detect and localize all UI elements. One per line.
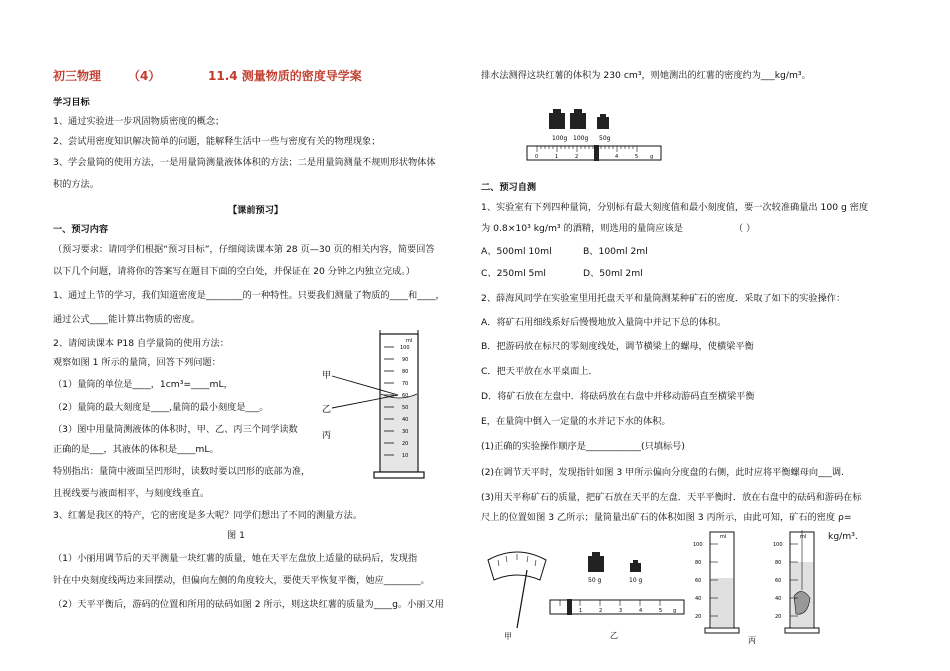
figure-3-jia-dial	[482, 540, 552, 640]
svg-text:50 g: 50 g	[588, 577, 602, 584]
self-test-2: 2、薛海风同学在实验室里用托盘天平和量筒测某种矿石的密度．采取了如下的实验操作：	[481, 293, 846, 304]
viewer-bing: 丙	[322, 431, 332, 441]
step-c: C．把天平放在水平桌面上．	[481, 366, 598, 377]
svg-text:60: 60	[775, 578, 782, 584]
tick-60: 60	[402, 393, 409, 399]
question-2-sub3-line2: 正确的是___，其液体的体积是____mL。	[53, 444, 219, 455]
step-e: E，在量筒中倒入一定量的水并记下水的体积。	[481, 416, 671, 427]
tick-20: 20	[402, 441, 409, 447]
answer-paren: （ ）	[734, 223, 756, 234]
weight-50g-fig3	[588, 552, 604, 584]
step-a: A．将矿石用细线系好后慢慢地放入量筒中并记下总的体积。	[481, 317, 727, 328]
viewer-jia: 甲	[322, 371, 332, 381]
question-2-line1: 2、请阅读课本 P18 自学量筒的使用方法：	[53, 338, 229, 349]
tick-90: 90	[402, 357, 409, 363]
svg-text:40: 40	[695, 596, 702, 602]
preview-content-heading: 一、预习内容	[53, 224, 109, 235]
question-1-line1: 1、通过上节的学习，我们知道密度是________的一种特性。只要我们测量了物质的____和____，	[53, 290, 445, 301]
svg-text:100g: 100g	[552, 135, 568, 142]
ruler-unit: g	[650, 154, 654, 160]
fig3-caption-yi: 乙	[610, 631, 618, 640]
question-2-sub1: （1）量筒的单位是____，1cm³=____mL，	[53, 379, 233, 390]
svg-text:100: 100	[693, 542, 703, 548]
self-test-2-3-line2: 尺上的位置如图 3 乙所示；量筒量出矿石的体积如图 3 丙所示，由此可知，矿石的密度 ρ=	[481, 512, 852, 523]
question-2-line2: 观察如图 1 所示的量筒，回答下列问题：	[53, 357, 221, 368]
svg-text:100g: 100g	[573, 135, 589, 142]
svg-text:20: 20	[695, 614, 702, 620]
weight-10g-fig3	[629, 560, 643, 584]
tick-100: 100	[400, 345, 410, 351]
preview-section-header: 【课前预习】	[228, 205, 284, 216]
doc-title-subject: 初三物理	[53, 69, 102, 83]
option-b: B、100ml 2ml	[583, 246, 648, 257]
self-test-1-line1: 1、实验室有下列四种量筒，分别标有最大刻度值和最小刻度值，要一次较准确量出 100 g 密度	[481, 202, 869, 213]
question-3-1-line2: 针在中央刻度线两边来回摆动，但偏向左侧的角度较大，要使天平恢复平衡，她应________。	[53, 575, 430, 586]
option-a: A、500ml 10ml	[481, 246, 552, 257]
self-test-heading: 二、预习自测	[481, 182, 537, 193]
question-1-line2: 通过公式____能计算出物质的密度。	[53, 314, 200, 325]
svg-text:ml: ml	[720, 534, 727, 540]
ruler-4: 4	[615, 154, 619, 160]
goals-heading: 学习目标	[53, 97, 90, 108]
tick-40: 40	[402, 417, 409, 423]
tick-30: 30	[402, 429, 409, 435]
fig3-caption-bing: 丙	[748, 636, 756, 645]
self-test-2-3-line1: (3)用天平称矿石的质量，把矿石放在天平的左盘．天平平衡时．放在右盘中的砝码和游码在标	[481, 492, 862, 503]
q3-result-line: 排水法测得这块红薯的体积为 230 cm³，则她测出的红薯的密度约为___kg/m³。	[481, 70, 811, 81]
note-line1: 特别指出：量筒中液面呈凹形时，读数时要以凹形的底部为准，	[53, 466, 311, 477]
svg-text:50g: 50g	[599, 135, 611, 142]
ruler-2: 2	[575, 154, 579, 160]
preview-req-line2: 以下几个问题，请将你的答案写在题目下面的空白处，并保证在 20 分钟之内独立完成。）	[53, 266, 416, 277]
svg-text:40: 40	[775, 596, 782, 602]
cylinder-with-stone	[773, 530, 819, 633]
svg-text:60: 60	[695, 578, 702, 584]
fig3-ruler-2: 2	[599, 608, 603, 614]
step-b: B．把游码放在标尺的零刻度线处，调节横梁上的螺母，使横梁平衡	[481, 341, 754, 352]
figure-2-weights-ruler	[525, 100, 665, 170]
note-line2: 且视线要与液面相平，与刻度线垂直。	[53, 488, 210, 499]
svg-text:80: 80	[775, 560, 782, 566]
rider-slider-fig3	[567, 599, 572, 615]
ruler-0: 0	[535, 154, 539, 160]
doc-title-number: （4）	[128, 69, 161, 83]
goal-1: 1、通过实验进一步巩固物质密度的概念；	[53, 116, 225, 127]
fig3-ruler-unit: g	[673, 608, 677, 614]
fig3-caption-jia: 甲	[504, 632, 512, 640]
question-2-sub3-line1: （3）图中用量筒测液体的体积时，甲、乙、丙三个同学读数	[53, 424, 298, 435]
svg-text:80: 80	[695, 560, 702, 566]
figure-1-cylinder	[318, 328, 428, 488]
pointer-needle	[517, 570, 527, 628]
question-3: 3、红薯是我区的特产，它的密度是多大呢？同学们想出了不同的测量方法。	[53, 510, 363, 521]
svg-text:10 g: 10 g	[629, 577, 643, 584]
fig3-ruler-1: 1	[579, 608, 583, 614]
svg-text:ml: ml	[800, 534, 807, 540]
svg-text:20: 20	[775, 614, 782, 620]
tick-10: 10	[402, 453, 409, 459]
tick-80: 80	[402, 369, 409, 375]
weight-100g-b	[570, 109, 588, 142]
question-3-1-line1: （1）小丽用调节后的天平测量一块红薯的质量，她在天平左盘放上适量的砝码后，发现指	[53, 553, 418, 564]
ruler-1: 1	[555, 154, 559, 160]
svg-text:100: 100	[773, 542, 783, 548]
tick-50: 50	[402, 405, 409, 411]
self-test-2-1: (1)正确的实验操作顺序是____________(只填标号)	[481, 441, 685, 452]
goal-3-line1: 3、学会量筒的使用方法，一是用量筒测量液体体积的方法；二是用量筒测量不规则形状物体体	[53, 157, 436, 168]
doc-title-topic: 11.4 测量物质的密度导学案	[208, 69, 362, 83]
fig3-ruler-5: 5	[659, 608, 663, 614]
question-3-2-line1: （2）天平平衡后，游码的位置和所用的砝码如图 2 所示，则这块红薯的质量为____g。小丽又用	[53, 599, 444, 610]
viewer-yi: 乙	[322, 405, 332, 415]
ruler-5: 5	[635, 154, 639, 160]
goal-3-line2: 积的方法。	[53, 179, 99, 190]
figure-3-bing-cylinders	[690, 526, 850, 646]
weight-100g-a	[549, 109, 567, 142]
self-test-1-line2: 为 0.8×10³ kg/m³ 的酒精，则选用的量筒应该是	[481, 223, 683, 234]
goal-2: 2、尝试用密度知识解决简单的问题，能解释生活中一些与密度有关的物理现象；	[53, 136, 381, 147]
question-2-sub2: （2）量筒的最大刻度是____,量筒的最小刻度是___。	[53, 402, 269, 413]
self-test-2-3-unit: kg/m³.	[828, 531, 858, 542]
fig3-ruler-4: 4	[639, 608, 643, 614]
tick-70: 70	[402, 381, 409, 387]
option-c: C、250ml 5ml	[481, 268, 546, 279]
figure-3-yi-weights	[548, 548, 688, 643]
self-test-2-2: (2)在调节天平时，发现指针如图 3 甲所示偏向分度盘的右侧，此时应将平衡螺母向___调.	[481, 467, 844, 478]
cylinder-water-only	[693, 532, 739, 633]
step-d: D．将矿石放在左盘中．将砝码放在右盘中并移动游码直至横梁平衡	[481, 391, 755, 402]
preview-req-line1: （预习要求：请同学们根据“预习目标”，仔细阅读课本第 28 页—30 页的相关内容，简要回答	[53, 244, 435, 255]
cylinder-unit: ml	[406, 338, 413, 344]
figure-1-caption: 图 1	[227, 530, 245, 541]
option-d: D、50ml 2ml	[583, 268, 643, 279]
rider-slider	[594, 145, 599, 161]
weight-50g	[597, 114, 611, 142]
fig3-ruler-3: 3	[619, 608, 623, 614]
